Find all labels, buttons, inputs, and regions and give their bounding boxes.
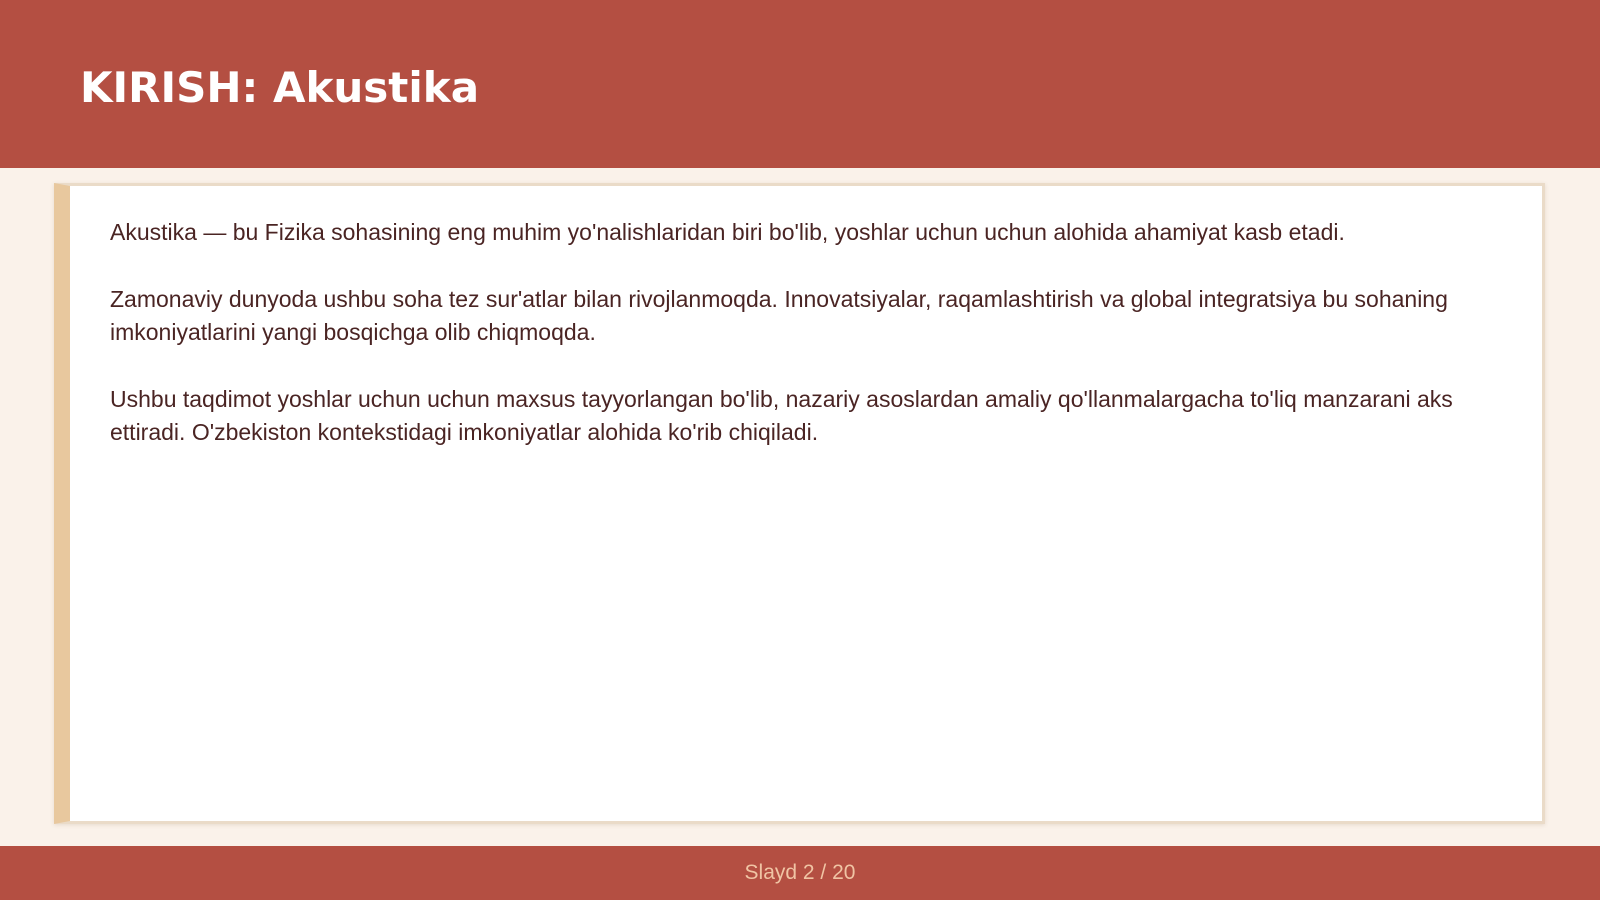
slide-title: KIRISH: Akustika	[80, 63, 480, 112]
slide-header	[0, 0, 1600, 168]
intro-paragraph: Akustika — bu Fizika sohasining eng muhim yo'nalishlaridan biri bo'lib, yoshlar uchun uchun alohida ahamiyat kasb etadi.	[110, 219, 1345, 245]
slide-footer	[0, 846, 1600, 900]
content-card	[54, 183, 1545, 824]
slide-counter: Slayd 2 / 20	[744, 861, 856, 884]
purpose-paragraph: Ushbu taqdimot yoshlar uchun uchun maxsus tayyorlangan bo'lib, nazariy asoslardan amaliy qo'llanmalargacha to'liq manzarani aks ettiradi. O'zbekiston kontekstidagi imkoniyatlar alohida ko'rib chiqiladi.	[110, 386, 1453, 445]
context-paragraph: Zamonaviy dunyoda ushbu soha tez sur'atlar bilan rivojlanmoqda. Innovatsiyalar, raqamlashtirish va global integratsiya bu sohaning imkoniyatlarini yangi bosqichga olib chiqmoqda.	[110, 286, 1448, 345]
